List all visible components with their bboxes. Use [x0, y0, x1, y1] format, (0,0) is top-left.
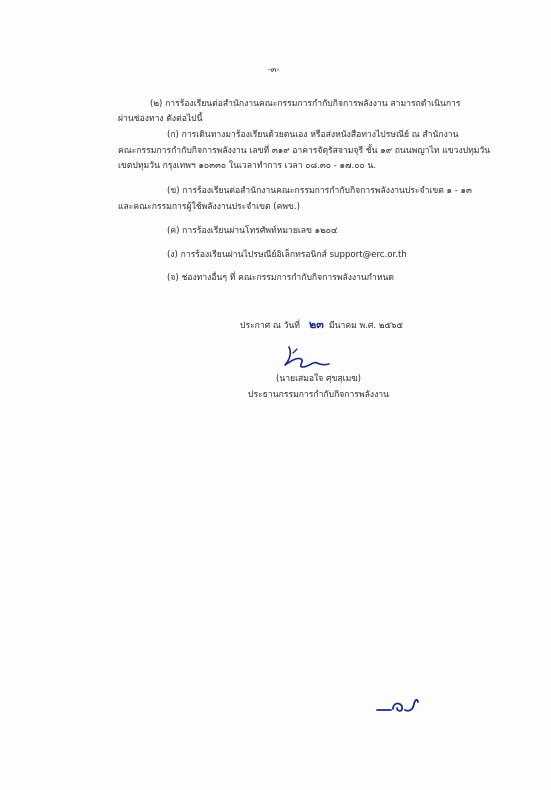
item-a-line-1: (ก) การเดินทางมาร้องเรียนด้วยตนเอง หรือส่งหนังสือทางไปรษณีย์ ณ สำนักงาน — [167, 130, 459, 140]
paragraph-2-line-1: (๒) การร้องเรียนต่อสำนักงานคณะกรรมการกำกับกิจการพลังงาน สามารถดำเนินการ — [150, 99, 461, 109]
announcement-date-suffix: มีนาคม พ.ศ. ๒๕๖๕ — [329, 321, 403, 331]
announcement-date-prefix: ประกาศ ณ วันที่ — [240, 321, 300, 331]
paragraph-2-line-2: ผ่านช่องทาง ดังต่อไปนี้ — [118, 114, 203, 124]
item-d-line: (ง) การร้องเรียนผ่านไปรษณีย์อิเล็กทรอนิกส์ support@erc.or.th — [167, 250, 407, 260]
item-a-line-2: คณะกรรมการกำกับกิจการพลังงาน เลขที่ ๓๑๙ อาคารจัตุรัสจามจุรี ชั้น ๑๙ ถนนพญาไท แขวงปทุมวัน — [118, 146, 491, 156]
handwritten-day: ๒๓ — [309, 318, 324, 331]
item-e-line: (จ) ช่องทางอื่นๆ ที่ คณะกรรมการกำกับกิจการพลังงานกำหนด — [167, 273, 394, 283]
item-a-line-3: เขตปทุมวัน กรุงเทพฯ ๑๐๓๓๐ ในเวลาทำการ เวลา ๐๘.๓๐ - ๑๗.๐๐ น. — [118, 161, 377, 171]
signatory-title: ประธานกรรมการกำกับกิจการพลังงาน — [248, 390, 389, 400]
signature-image — [283, 343, 333, 371]
item-c-line: (ค) การร้องเรียนผ่านโทรศัพท์หมายเลข ๑๒๐๔ — [167, 226, 338, 236]
initials-mark — [375, 694, 421, 716]
item-b-line-2: และคณะกรรมการผู้ใช้พลังงานประจำเขต (คพข.) — [118, 202, 300, 212]
page-number: -๓- — [268, 65, 280, 74]
signatory-name: (นายเสมอใจ ศุขสุเมฆ) — [276, 374, 361, 384]
item-b-line-1: (ข) การร้องเรียนต่อสำนักงานคณะกรรมการกำกับกิจการพลังงานประจำเขต ๑ - ๑๓ — [167, 186, 472, 196]
